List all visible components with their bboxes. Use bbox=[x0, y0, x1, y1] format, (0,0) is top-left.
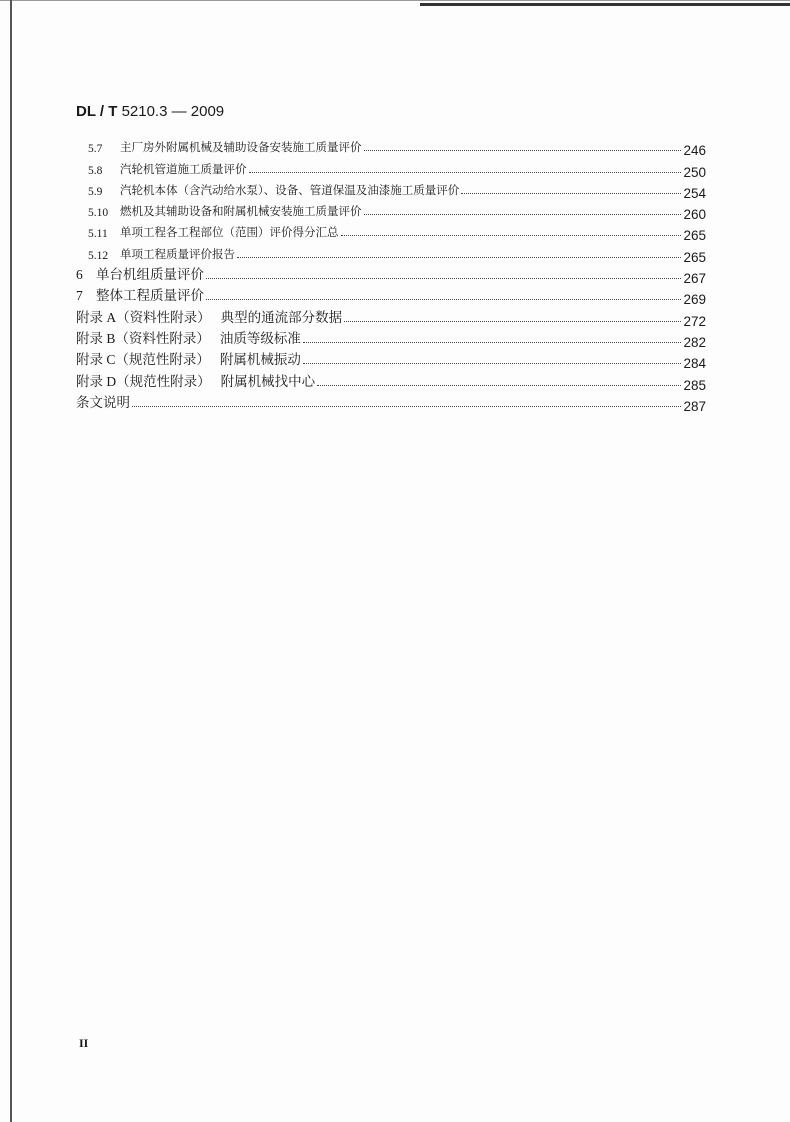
standard-number: 5210.3 — 2009 bbox=[121, 103, 225, 120]
toc-entry-number: 5.9 bbox=[88, 185, 103, 198]
toc-entry-page: 285 bbox=[683, 377, 706, 393]
dot-leader bbox=[237, 257, 681, 258]
page-number: II bbox=[79, 1036, 89, 1050]
toc-entry[interactable] bbox=[76, 347, 706, 372]
toc-entry-page: 282 bbox=[683, 334, 706, 350]
toc-entry[interactable] bbox=[76, 283, 706, 308]
dot-leader bbox=[317, 385, 681, 386]
toc-entry[interactable] bbox=[76, 262, 706, 287]
dot-leader bbox=[364, 214, 682, 215]
toc-entry-title: 汽轮机管道施工质量评价 bbox=[120, 163, 247, 176]
dot-leader bbox=[303, 363, 682, 364]
toc-entry-number: 附录 A（资料性附录） bbox=[76, 309, 211, 325]
dot-leader bbox=[206, 299, 681, 300]
toc-entry-number: 5.10 bbox=[88, 207, 109, 220]
scan-edge-left bbox=[10, 0, 12, 1122]
toc-entry-title: 附属机械找中心 bbox=[220, 373, 316, 389]
toc-entry-page: 246 bbox=[683, 143, 706, 159]
dot-leader bbox=[364, 150, 682, 151]
dot-leader bbox=[249, 172, 682, 173]
toc-entry[interactable] bbox=[76, 240, 706, 265]
toc-entry-page: 265 bbox=[683, 228, 706, 244]
toc-entry-page: 260 bbox=[683, 207, 706, 223]
standard-code: DL / T bbox=[76, 103, 118, 120]
toc-entry-page: 265 bbox=[683, 249, 706, 265]
toc-entry-page: 287 bbox=[683, 398, 706, 414]
scan-edge-top bbox=[0, 0, 790, 1]
toc-entry-title: 单项工程质量评价报告 bbox=[120, 248, 235, 261]
toc-entry[interactable] bbox=[76, 155, 706, 180]
toc-entry-title: 油质等级标准 bbox=[219, 330, 301, 346]
toc-entry-number: 5.8 bbox=[88, 164, 103, 177]
dot-leader bbox=[341, 235, 682, 236]
dot-leader bbox=[461, 193, 681, 194]
toc-entry-page: 254 bbox=[683, 185, 706, 201]
toc-entry-page: 272 bbox=[683, 313, 706, 329]
toc-entry-number: 5.7 bbox=[88, 143, 103, 156]
toc-entry-title: 汽轮机本体（含汽动给水泵）、设备、管道保温及油漆施工质量评价 bbox=[120, 184, 460, 197]
toc-entry-number: 5.12 bbox=[88, 249, 109, 262]
document-header bbox=[76, 103, 224, 120]
toc-entry[interactable] bbox=[76, 134, 706, 159]
toc-entry[interactable] bbox=[76, 198, 706, 223]
scan-edge-mark bbox=[420, 3, 790, 6]
toc-entry[interactable] bbox=[76, 219, 706, 244]
toc-entry-number: 5.11 bbox=[88, 228, 108, 241]
toc-entry-title: 典型的通流部分数据 bbox=[220, 309, 343, 325]
dot-leader bbox=[206, 278, 681, 279]
dot-leader bbox=[344, 321, 681, 322]
toc-entry-title: 主厂房外附属机械及辅助设备安装施工质量评价 bbox=[120, 142, 362, 155]
toc-entry[interactable] bbox=[76, 390, 706, 414]
dot-leader bbox=[303, 342, 682, 343]
dot-leader bbox=[132, 406, 681, 407]
toc-entry-page: 250 bbox=[683, 164, 706, 180]
toc-entry-title: 单项工程各工程部位（范围）评价得分汇总 bbox=[120, 227, 339, 240]
toc-entry-number: 附录 C（规范性附录） bbox=[76, 352, 210, 368]
toc-entry-number: 6 bbox=[76, 267, 83, 283]
toc-entry-title: 整体工程质量评价 bbox=[96, 288, 204, 304]
table-of-contents bbox=[76, 134, 706, 414]
toc-entry-title: 燃机及其辅助设备和附属机械安装施工质量评价 bbox=[120, 206, 362, 219]
toc-entry-number: 附录 D（规范性附录） bbox=[76, 373, 211, 389]
toc-entry-page: 269 bbox=[683, 292, 706, 308]
toc-entry-page: 284 bbox=[683, 356, 706, 372]
toc-entry[interactable] bbox=[76, 304, 706, 329]
toc-entry[interactable] bbox=[76, 326, 706, 350]
toc-entry-page: 267 bbox=[683, 271, 706, 287]
toc-entry[interactable] bbox=[76, 177, 706, 201]
toc-entry-title: 单台机组质量评价 bbox=[96, 267, 204, 283]
toc-entry-title: 附属机械振动 bbox=[219, 352, 301, 368]
toc-entry-number: 7 bbox=[76, 288, 83, 304]
toc-entry[interactable] bbox=[76, 368, 706, 393]
toc-entry-title: 条文说明 bbox=[76, 394, 130, 410]
toc-entry-number: 附录 B（资料性附录） bbox=[76, 330, 210, 346]
